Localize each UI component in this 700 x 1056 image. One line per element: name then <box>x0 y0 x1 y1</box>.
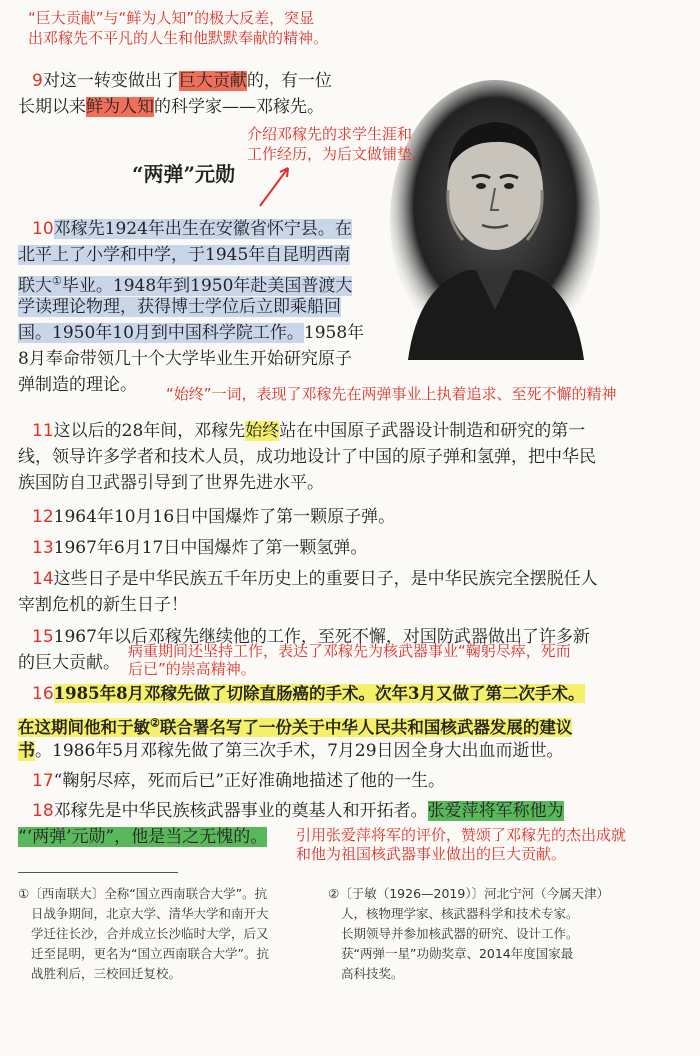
footnote-1-line1: ①〔西南联大〕全称“国立西南联合大学”。抗 <box>18 886 268 901</box>
paragraph-13 <box>32 537 367 559</box>
highlight-xianwei-renzhi: 鲜为人知 <box>86 97 154 117</box>
p10-line3b: 毕业。1948年到1950年赴美国普渡大 <box>61 275 353 296</box>
paragraph-10-line1 <box>32 218 352 240</box>
footnote-2 <box>328 884 609 984</box>
section-heading: “两弹”元勋 <box>132 162 236 186</box>
annotation-bingzhong <box>128 642 571 678</box>
highlight-liangdan-yuanxun: “‘两弹’元勋”，他是当之无愧的。 <box>18 827 268 847</box>
p9-text-d: 的科学家——邓稼先。 <box>154 97 324 117</box>
annotation-mid-line1: 介绍邓稼先的求学生涯和 <box>247 125 413 143</box>
paragraph-11-line1 <box>32 420 585 442</box>
annotation-bingzhong-line2: 后已”的崇高精神。 <box>128 660 256 678</box>
portrait-image <box>388 70 602 360</box>
p12-text: 1964年10月16日中国爆炸了第一颗原子弹。 <box>53 507 396 527</box>
p10-line2-text: 北平上了小学和中学，于1945年自昆明西南 <box>18 245 351 265</box>
p11-text-b: 站在中国原子武器设计制造和研究的第一 <box>279 421 586 441</box>
p16-line2-hl <box>18 718 572 737</box>
paragraph-11-line3 <box>18 472 324 494</box>
paragraph-9-line1 <box>32 70 332 92</box>
p16-line2b: 联合署名写了一份关于中华人民共和国核武器发展的建议 <box>159 717 573 737</box>
paragraph-number-15: 15 <box>32 627 54 647</box>
annotation-shizhong: “始终”一词，表现了邓稼先在两弹事业上执着追求、至死不懈的精神 <box>166 385 617 403</box>
p15-line2-text: 的巨大贡献。 <box>18 653 120 673</box>
p10-line6-text: 8月奉命带领几十个大学毕业生开始研究原子 <box>18 349 352 369</box>
paragraph-11-line2 <box>18 446 596 468</box>
paragraph-number-10: 10 <box>32 219 54 239</box>
p16-line3b-text: 。1986年5月邓稼先做了第三次手术，7月29日因全身大出血而逝世。 <box>35 741 564 761</box>
paragraph-number-14: 14 <box>32 569 54 589</box>
p13-text: 1967年6月17日中国爆炸了第一颗氢弹。 <box>53 538 368 558</box>
annotation-bingzhong-line1: 病重期间还坚持工作，表达了邓稼先为核武器事业“鞠躬尽瘁，死而 <box>128 642 571 660</box>
p14-line2-text: 宰割危机的新生日子！ <box>18 595 188 615</box>
p16-line1-text: 1985年8月邓稼先做了切除直肠癌的手术。次年3月又做了第二次手术。 <box>53 684 585 703</box>
p10-line5a-text: 国。1950年10月到中国科学院工作。 <box>18 323 304 343</box>
paragraph-10-line3 <box>18 270 352 297</box>
highlight-shizhong: 始终 <box>245 421 280 441</box>
paragraph-9-line2 <box>18 96 324 118</box>
annotation-end-line2: 和他为祖国核武器事业做出的巨大贡献。 <box>296 845 567 863</box>
annotation-arrow <box>250 160 300 210</box>
paragraph-10-line5 <box>18 322 364 344</box>
paragraph-number-18: 18 <box>32 801 54 821</box>
paragraph-number-9: 9 <box>32 71 43 91</box>
highlight-zhang-aiping: 张爱萍将军称他为 <box>427 801 564 821</box>
p15-line1-text: 1967年以后邓稼先继续他的工作，至死不懈，对国防武器做出了许多新 <box>53 627 590 647</box>
paragraph-16-line1 <box>32 683 585 705</box>
annotation-end-line1: 引用张爱萍将军的评价，赞颂了邓稼先的杰出成就 <box>296 826 627 844</box>
paragraph-10-line4 <box>18 296 341 318</box>
paragraph-16-line2 <box>18 712 572 739</box>
paragraph-number-17: 17 <box>32 771 54 791</box>
paragraph-14-line2 <box>18 594 188 616</box>
paragraph-number-13: 13 <box>32 538 54 558</box>
p10-line4-text: 学读理论物理，获得博士学位后立即乘船回 <box>18 297 341 317</box>
paragraph-number-16: 16 <box>32 684 54 704</box>
footnote-ref-1[interactable]: ① <box>52 274 62 287</box>
paragraph-12 <box>32 506 395 528</box>
p11-line3-text: 族国防自卫武器引导到了世界先进水平。 <box>18 473 324 493</box>
paragraph-16-line3 <box>18 740 564 762</box>
p10-line3a: 联大 <box>18 275 52 296</box>
annotation-mid-line2: 工作经历，为后文做铺垫。 <box>247 145 428 163</box>
paragraph-10-line7 <box>18 374 137 396</box>
p9-text-a: 对这一转变做出了 <box>42 71 179 91</box>
p14-line1-text: 这些日子是中华民族五千年历史上的重要日子，是中华民族完全摆脱任人 <box>53 569 598 589</box>
paragraph-15-line2 <box>18 652 120 674</box>
footnote-2-line1: ②〔于敏（1926—2019）〕河北宁河（今属天津） <box>328 886 610 901</box>
footnote-2-line2: 人，核物理学家、核武器科学和技术专家。 <box>341 906 579 921</box>
footnote-divider <box>18 872 178 873</box>
p11-line2-text: 线，领导许多学者和技术人员，成功地设计了中国的原子弹和氢弹，把中华民 <box>18 447 596 467</box>
footnote-2-line5: 高科技奖。 <box>341 966 404 981</box>
footnote-2-line4: 获“两弹一星”功勋奖章、2014年度国家最 <box>341 946 574 961</box>
annotation-end <box>296 826 626 864</box>
paragraph-18-line2 <box>18 826 267 848</box>
paragraph-10-line6 <box>18 348 352 370</box>
paragraph-number-11: 11 <box>32 421 54 441</box>
paragraph-18-line1 <box>32 800 564 822</box>
paragraph-14-line1 <box>32 568 598 590</box>
footnote-1-line4: 迁至昆明，更名为“国立西南联合大学”。抗 <box>31 946 269 961</box>
annotation-top-line1: “巨大贡献”与“鲜为人知”的极大反差，突显 <box>28 9 315 27</box>
p10-line1-text: 邓稼先1924年出生在安徽省怀宁县。在 <box>53 219 352 239</box>
p10-line3-hl <box>18 276 352 296</box>
annotation-top <box>28 8 328 48</box>
footnote-ref-2[interactable]: ② <box>150 716 160 729</box>
footnote-1-line5: 战胜利后，三校回迁复校。 <box>31 966 182 981</box>
p10-line7-text: 弹制造的理论。 <box>18 375 137 395</box>
paragraph-17 <box>32 770 445 792</box>
footnote-1-line3: 学迁往长沙，合并成立长沙临时大学，后又 <box>31 926 269 941</box>
p10-line5b-text: 1958年 <box>303 323 365 343</box>
p17-text: “鞠躬尽瘁，死而后已”正好准确地描述了他的一生。 <box>53 771 446 791</box>
highlight-juda-gongxian: 巨大贡献 <box>178 71 247 91</box>
paragraph-number-12: 12 <box>32 507 54 527</box>
p11-text-a: 这以后的28年间，邓稼先 <box>53 421 246 441</box>
paragraph-10-line2 <box>18 244 350 266</box>
p16-line2a: 在这期间他和于敏 <box>18 717 150 737</box>
annotation-mid <box>247 124 427 164</box>
footnote-2-line3: 长期领导并参加核武器的研究、设计工作。 <box>341 926 579 941</box>
annotation-top-line2: 出邓稼先不平凡的人生和他默默奉献的精神。 <box>28 29 329 47</box>
p16-line3a-text: 书 <box>18 741 35 761</box>
p9-text-c: 长期以来 <box>18 97 86 117</box>
p18-text-a: 邓稼先是中华民族核武器事业的奠基人和开拓者。 <box>53 801 428 821</box>
footnote-1-line2: 日战争期间，北京大学、清华大学和南开大 <box>31 906 269 921</box>
footnote-1 <box>18 884 269 984</box>
p9-text-b: 的，有一位 <box>246 71 332 91</box>
